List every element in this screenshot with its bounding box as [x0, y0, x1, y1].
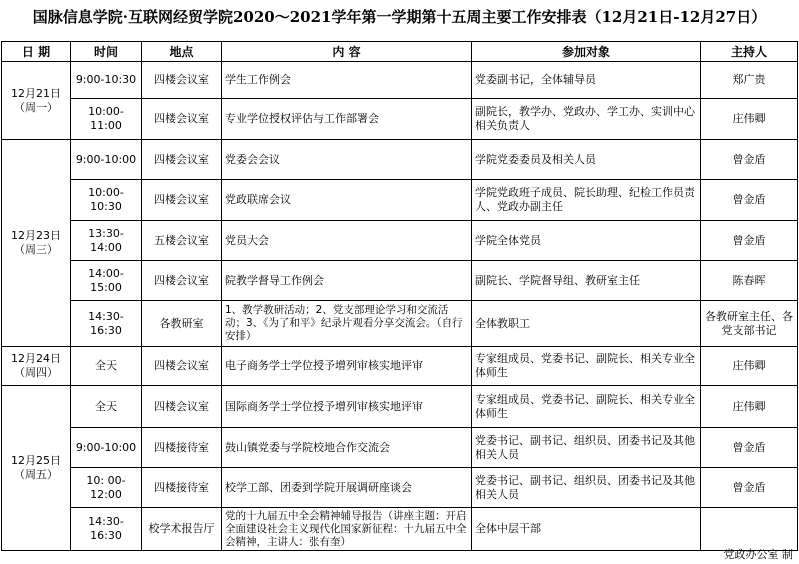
- content-cell: 专业学位授权评估与工作部署会: [222, 99, 472, 140]
- time-cell: 全天: [71, 386, 142, 428]
- content-cell: 党政联席会议: [222, 180, 472, 221]
- time-cell: 14:30-16:30: [71, 508, 142, 551]
- header-place: 地点: [142, 42, 222, 62]
- participants-cell: 学院党政班子成员、院长助理、纪检工作员责人、党政办副主任: [472, 180, 701, 221]
- page-title: 国脉信息学院·互联网经贸学院2020～2021学年第一学期第十五周主要工作安排表（12月21日-12月27日）: [32, 8, 767, 26]
- header-date: 日 期: [2, 42, 71, 62]
- time-cell: 14:00-15:00: [71, 261, 142, 301]
- host-cell: [701, 508, 798, 551]
- time-cell: 全天: [71, 347, 142, 386]
- host-cell: 庄伟卿: [701, 99, 798, 140]
- participants-cell: 副院长，教学办、党政办、学工办、实训中心相关负责人: [472, 99, 701, 140]
- time-cell: 9:00-10:00: [71, 140, 142, 180]
- participants-cell: 全体中层干部: [472, 508, 701, 551]
- content-cell: 党的十九届五中全会精神辅导报告（讲座主题：开启全面建设社会主义现代化国家新征程：十九届五中全会精神，主讲人：张有奎）: [222, 508, 472, 551]
- place-cell: 四楼接待室: [142, 468, 222, 508]
- content-cell: 鼓山镇党委与学院校地合作交流会: [222, 428, 472, 468]
- table-row: [2, 140, 798, 180]
- table-row: [2, 180, 798, 221]
- participants-cell: 专家组成员、党委书记、副院长、相关专业全体师生: [472, 347, 701, 386]
- host-cell: 庄伟卿: [701, 347, 798, 386]
- table-row: [2, 62, 798, 99]
- place-cell: 四楼接待室: [142, 428, 222, 468]
- place-cell: 各教研室: [142, 301, 222, 347]
- table-row: [2, 468, 798, 508]
- content-cell: 党委会会议: [222, 140, 472, 180]
- place-cell: 校学术报告厅: [142, 508, 222, 551]
- time-cell: 14:30-16:30: [71, 301, 142, 347]
- header-content: 内 容: [222, 42, 472, 62]
- participants-cell: 副院长、学院督导组、教研室主任: [472, 261, 701, 301]
- table-row: [2, 261, 798, 301]
- place-cell: 四楼会议室: [142, 386, 222, 428]
- host-cell: 各教研室主任、各党支部书记: [701, 301, 798, 347]
- header-time: 时间: [71, 42, 142, 62]
- table-row: [2, 386, 798, 428]
- host-cell: 曾金盾: [701, 428, 798, 468]
- date-cell: 12月24日 （周四）: [2, 347, 71, 386]
- host-cell: 曾金盾: [701, 140, 798, 180]
- participants-cell: 党委副书记，全体辅导员: [472, 62, 701, 99]
- time-cell: 10: 00-12:00: [71, 468, 142, 508]
- schedule-table: [1, 41, 798, 551]
- time-cell: 9:00-10:30: [71, 62, 142, 99]
- place-cell: 四楼会议室: [142, 180, 222, 221]
- header-row: [2, 42, 798, 62]
- table-row: [2, 347, 798, 386]
- table-row: [2, 428, 798, 468]
- place-cell: 四楼会议室: [142, 62, 222, 99]
- table-row: [2, 508, 798, 551]
- content-cell: 国际商务学士学位授予增列审核实地评审: [222, 386, 472, 428]
- time-cell: 10:00-10:30: [71, 180, 142, 221]
- place-cell: 四楼会议室: [142, 99, 222, 140]
- content-cell: 院教学督导工作例会: [222, 261, 472, 301]
- place-cell: 四楼会议室: [142, 261, 222, 301]
- date-cell: 12月21日 （周一）: [2, 62, 71, 140]
- content-cell: 1、教学教研活动；2、党支部理论学习和交流活动；3、《为了和平》纪录片观看分享交流会。（自行安排）: [222, 301, 472, 347]
- host-cell: 郑广贵: [701, 62, 798, 99]
- content-cell: 电子商务学士学位授予增列审核实地评审: [222, 347, 472, 386]
- content-cell: 党员大会: [222, 221, 472, 261]
- place-cell: 四楼会议室: [142, 140, 222, 180]
- table-row: [2, 221, 798, 261]
- footer-note: 党政办公室 制: [723, 548, 793, 561]
- host-cell: 曾金盾: [701, 180, 798, 221]
- date-cell: 12月25日 （周五）: [2, 386, 71, 551]
- header-participants: 参加对象: [472, 42, 701, 62]
- time-cell: 9:00-10:00: [71, 428, 142, 468]
- participants-cell: 学院全体党员: [472, 221, 701, 261]
- date-cell: 12月23日 （周三）: [2, 140, 71, 347]
- participants-cell: 专家组成员、党委书记、副院长、相关专业全体师生: [472, 386, 701, 428]
- place-cell: 五楼会议室: [142, 221, 222, 261]
- participants-cell: 全体教职工: [472, 301, 701, 347]
- header-host: 主持人: [701, 42, 798, 62]
- time-cell: 13:30-14:00: [71, 221, 142, 261]
- participants-cell: 党委书记、副书记、组织员、团委书记及其他相关人员: [472, 428, 701, 468]
- place-cell: 四楼会议室: [142, 347, 222, 386]
- time-cell: 10:00-11:00: [71, 99, 142, 140]
- host-cell: 庄伟卿: [701, 386, 798, 428]
- table-row: [2, 99, 798, 140]
- host-cell: 陈春晖: [701, 261, 798, 301]
- host-cell: 曾金盾: [701, 221, 798, 261]
- participants-cell: 学院党委委员及相关人员: [472, 140, 701, 180]
- host-cell: 曾金盾: [701, 468, 798, 508]
- content-cell: 校学工部、团委到学院开展调研座谈会: [222, 468, 472, 508]
- participants-cell: 党委书记、副书记、组织员、团委书记及其他相关人员: [472, 468, 701, 508]
- content-cell: 学生工作例会: [222, 62, 472, 99]
- table-row: [2, 301, 798, 347]
